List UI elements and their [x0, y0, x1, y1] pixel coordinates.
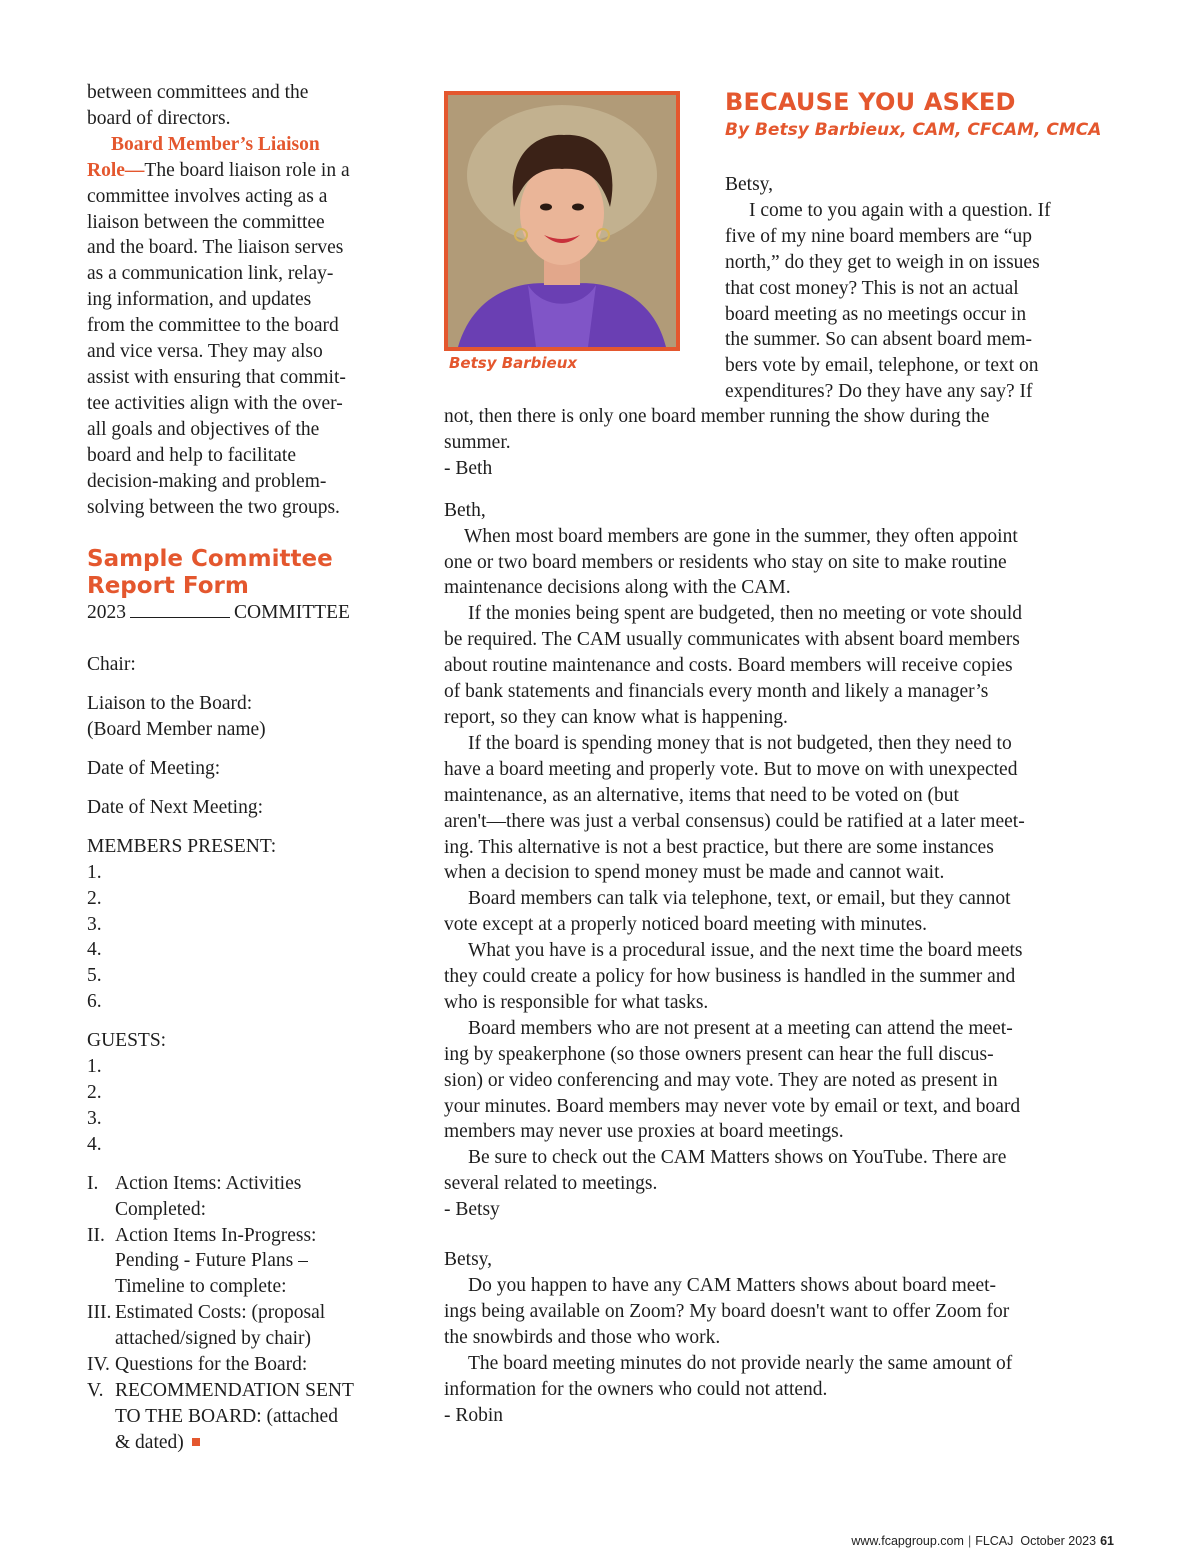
list-item: 2.: [87, 1082, 102, 1103]
salutation: Betsy,: [725, 174, 774, 195]
text-line: have a board meeting and properly vote. But to move on with unexpected: [444, 758, 1018, 780]
text-line: summer.: [444, 431, 511, 453]
photo-caption: Betsy Barbieux: [449, 354, 578, 372]
item-number: V.: [87, 1379, 104, 1401]
question-1-top: [725, 172, 1125, 405]
text-line: bers vote by email, telephone, or text on: [725, 355, 1039, 377]
author-portrait-illustration: [448, 95, 676, 347]
signoff: - Beth: [444, 457, 493, 479]
members-list: [87, 860, 387, 1015]
text-line: of bank statements and financials every month and likely a manager’s: [444, 681, 989, 703]
text-line: and the board. The liaison serves: [87, 237, 344, 259]
text-line: about routine maintenance and costs. Board members will receive copies: [444, 655, 1013, 677]
text-line: ing. This alternative is not a best practice, but there are some instances: [444, 836, 994, 858]
text-line: report, so they can know what is happening.: [444, 706, 788, 728]
liaison-heading-role: Role—: [87, 159, 145, 181]
text-line: they could create a policy for how business is handled in the summer and: [444, 966, 1016, 988]
text-line: sion) or video conferencing and may vote. They are noted as present in: [444, 1069, 998, 1091]
text-line: Board members can talk via telephone, text, or email, but they cannot: [468, 888, 1011, 910]
list-item: 5.: [87, 965, 102, 987]
item-text: [115, 1352, 307, 1378]
text-line: Be sure to check out the CAM Matters shows on YouTube. There are: [468, 1147, 1007, 1169]
list-item: 3.: [87, 913, 102, 935]
action-items: [87, 1171, 387, 1456]
text-line: members may never use proxies at board meetings.: [444, 1121, 844, 1143]
list-item: 4.: [87, 1133, 102, 1155]
item-line: Completed:: [115, 1198, 206, 1220]
text-line: your minutes. Board members may never vote by email or text, and board: [444, 1095, 1021, 1117]
item-line-text: & dated): [115, 1431, 184, 1453]
text-line: solving between the two groups.: [87, 496, 340, 518]
item-line: attached/signed by chair): [115, 1328, 311, 1350]
text-line: board and help to facilitate: [87, 444, 296, 466]
text-line: all goals and objectives of the: [87, 418, 320, 440]
liaison-sublabel: (Board Member name): [87, 719, 266, 741]
answer-paragraph: [444, 601, 1124, 731]
text-line: who is responsible for what tasks.: [444, 991, 709, 1013]
answer-paragraph: [444, 886, 1124, 938]
guests-label: GUESTS:: [87, 1030, 167, 1052]
signoff: - Betsy: [444, 1199, 500, 1221]
footer-issue: October 2023: [1020, 1534, 1097, 1548]
list-item: 2.: [87, 887, 102, 909]
text-line: committee involves acting as a: [87, 185, 328, 207]
form-heading: [87, 546, 387, 600]
list-item: 1.: [87, 1056, 102, 1078]
item-row: [87, 1171, 387, 1223]
item-row: [87, 1378, 387, 1456]
question-paragraph: [444, 1351, 1124, 1403]
signoff: - Robin: [444, 1404, 504, 1426]
item-text: [115, 1300, 325, 1352]
text-line: Board members who are not present at a meeting can attend the meet-: [468, 1017, 1013, 1039]
text-line: the summer. So can absent board mem-: [725, 329, 1033, 351]
liaison-label: Liaison to the Board:: [87, 693, 253, 715]
committee-word: COMMITTEE: [234, 602, 350, 624]
answer-paragraph: [444, 524, 1124, 602]
column-byline: By Betsy Barbieux, CAM, CFCAM, CMCA: [725, 120, 1102, 140]
item-line: Action Items In-Progress:: [115, 1224, 317, 1246]
text-line: tee activities align with the over-: [87, 392, 343, 414]
item-number: I.: [87, 1172, 99, 1194]
list-item: 1.: [87, 861, 102, 883]
text-line: If the board is spending money that is not budgeted, then they need to: [468, 732, 1012, 754]
text-line: not, then there is only one board member running the show during the: [444, 406, 990, 427]
answer-paragraph: [444, 1145, 1124, 1197]
intro-text: [87, 80, 387, 132]
item-row: [87, 1223, 387, 1301]
form-heading-line: Sample Committee: [87, 546, 333, 573]
answer-paragraph: [444, 1016, 1124, 1146]
text-line: I come to you again with a question. If: [749, 199, 1051, 221]
committee-blank: [130, 600, 230, 618]
answer-paragraph: [444, 731, 1124, 886]
column-title: BECAUSE YOU ASKED: [725, 88, 1016, 116]
text-line: information for the owners who could not attend.: [444, 1378, 828, 1400]
text-line: one or two board members or residents who stay on site to make routine: [444, 551, 1007, 573]
item-text: [115, 1171, 301, 1223]
item-line-last: [115, 1430, 354, 1456]
text-line: from the committee to the board: [87, 315, 339, 337]
salutation: Beth,: [444, 499, 486, 521]
text-line: [87, 158, 387, 184]
item-row: [87, 1352, 387, 1378]
liaison-paragraph: [87, 132, 387, 521]
meeting-date-label: Date of Meeting:: [87, 758, 221, 780]
left-column: [87, 80, 387, 1456]
item-line: Timeline to complete:: [115, 1276, 287, 1298]
item-line: Questions for the Board:: [115, 1354, 308, 1376]
end-of-article-mark: [192, 1438, 200, 1446]
item-text: [115, 1223, 316, 1301]
text-line: the snowbirds and those who work.: [444, 1326, 721, 1348]
item-number: III.: [87, 1302, 112, 1324]
text-line: assist with ensuring that commit-: [87, 366, 346, 388]
text-line: as a communication link, relay-: [87, 263, 334, 285]
item-line: TO THE BOARD: (attached: [115, 1405, 338, 1427]
text-line: board of directors.: [87, 107, 231, 129]
text-line: What you have is a procedural issue, and the next time the board meets: [468, 940, 1023, 962]
text-line: north,” do they get to weigh in on issues: [725, 251, 1040, 273]
text-line: five of my nine board members are “up: [725, 225, 1033, 247]
text-line: liaison between the committee: [87, 211, 325, 233]
list-item: 6.: [87, 991, 102, 1013]
item-text: [115, 1378, 354, 1456]
footer-publication: FLCAJ: [975, 1534, 1014, 1548]
committee-year: 2023: [87, 602, 126, 624]
text-line: ings being available on Zoom? My board doesn't want to offer Zoom for: [444, 1300, 1010, 1322]
list-item: 3.: [87, 1107, 102, 1129]
text-line: be required. The CAM usually communicates with absent board members: [444, 629, 1020, 651]
text-line: when a decision to spend money must be made and cannot wait.: [444, 862, 945, 884]
next-meeting-label: Date of Next Meeting:: [87, 796, 263, 818]
qa-main: [444, 404, 1124, 1428]
footer-separator: |: [967, 1534, 972, 1548]
text-line: between committees and the: [87, 82, 309, 103]
text-line: that cost money? This is not an actual: [725, 277, 1019, 299]
author-photo: [444, 91, 680, 351]
item-number: IV.: [87, 1354, 110, 1376]
item-number: II.: [87, 1224, 105, 1246]
page-footer: [851, 1534, 1114, 1548]
text-line: maintenance decisions along with the CAM.: [444, 577, 791, 599]
text-line: Do you happen to have any CAM Matters shows about board meet-: [468, 1275, 997, 1296]
text-line: ing information, and updates: [87, 289, 312, 311]
liaison-heading: Board Member’s Liaison: [111, 133, 320, 155]
text-line: and vice versa. They may also: [87, 341, 323, 363]
text-line: board meeting as no meetings occur in: [725, 303, 1027, 325]
text-line: several related to meetings.: [444, 1173, 658, 1195]
text-line: ing by speakerphone (so those owners present can hear the full discus-: [444, 1043, 994, 1065]
item-line: RECOMMENDATION SENT: [115, 1379, 354, 1401]
text-line: maintenance, as an alternative, items that need to be voted on (but: [444, 784, 959, 806]
item-line: Action Items: Activities: [115, 1172, 302, 1194]
list-item: 4.: [87, 939, 102, 961]
text-line: vote except at a properly noticed board meeting with minutes.: [444, 914, 928, 936]
text-line: If the monies being spent are budgeted, then no meeting or vote should: [468, 603, 1022, 625]
page-number: 61: [1100, 1534, 1114, 1548]
committee-line: [87, 600, 387, 626]
text-line-rest: The board liaison role in a: [144, 159, 350, 181]
guests-list: [87, 1054, 387, 1158]
item-line: Estimated Costs: (proposal: [115, 1302, 326, 1324]
members-present-label: MEMBERS PRESENT:: [87, 835, 277, 857]
footer-site-link[interactable]: www.fcapgroup.com: [851, 1534, 964, 1548]
form-heading-line: Report Form: [87, 573, 249, 600]
chair-label: Chair:: [87, 654, 136, 676]
salutation: Betsy,: [444, 1249, 493, 1271]
question-paragraph: [444, 1273, 1124, 1351]
text-line: aren't—there was just a verbal consensus) could be ratified at a later meet-: [444, 810, 1025, 832]
item-line: Pending - Future Plans –: [115, 1250, 308, 1272]
text-line: expenditures? Do they have any say? If: [725, 381, 1033, 403]
text-line: decision-making and problem-: [87, 470, 327, 492]
item-row: [87, 1300, 387, 1352]
answer-paragraph: [444, 938, 1124, 1016]
text-line: When most board members are gone in the summer, they often appoint: [464, 525, 1018, 547]
text-line: The board meeting minutes do not provide nearly the same amount of: [468, 1352, 1013, 1374]
